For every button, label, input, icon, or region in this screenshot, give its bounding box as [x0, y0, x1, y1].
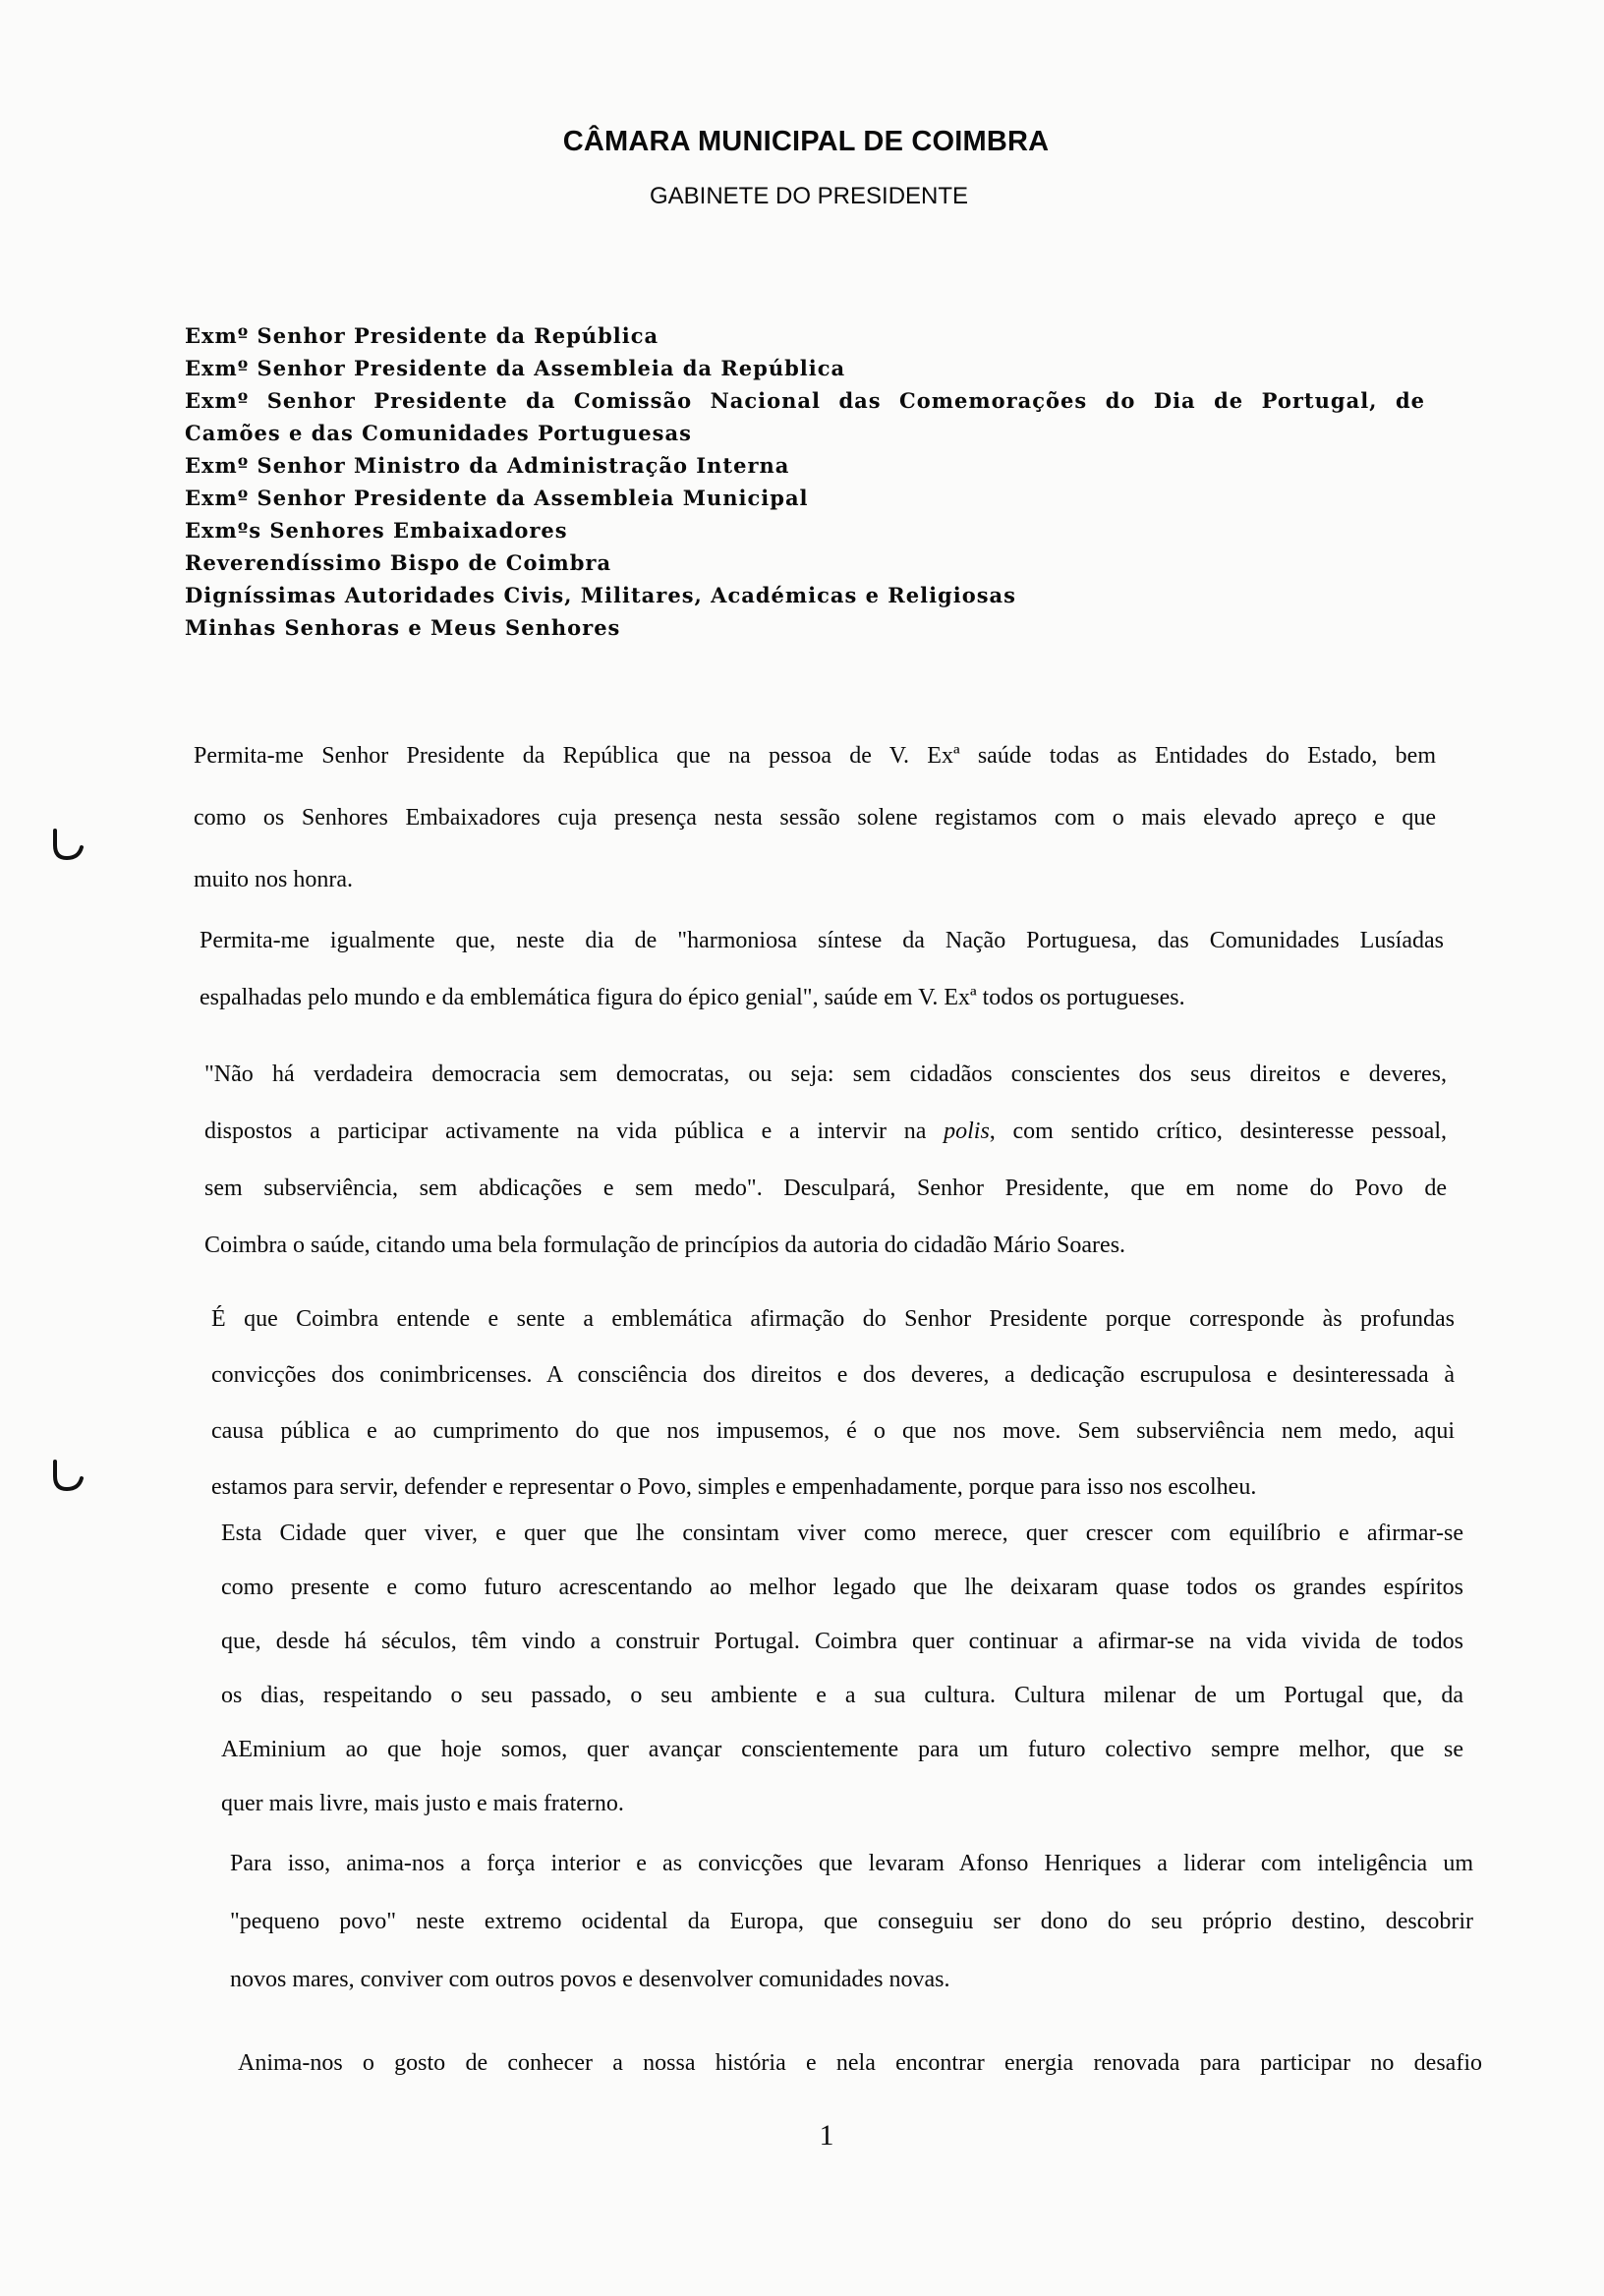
- text-line: AEminium ao que hoje somos, quer avançar conscientemente para um futuro colectivo sempre melhor, que se: [221, 1737, 1463, 1762]
- letterhead-institution: CÂMARA MUNICIPAL DE COIMBRA: [562, 126, 1050, 157]
- body-paragraph: [221, 1507, 1463, 1831]
- text-line: Anima-nos o gosto de conhecer a nossa história e nela encontrar energia renovada para participar no desafio: [238, 2050, 1482, 2076]
- body-paragraph: [194, 725, 1436, 911]
- salutation-line: Exmº Senhor Ministro da Administração Interna: [185, 453, 790, 478]
- italic-term: polis: [944, 1119, 990, 1144]
- text-segment: , com sentido crítico, desinteresse pessoal,: [989, 1119, 1447, 1144]
- salutation-block: [185, 319, 1425, 644]
- text-line: "pequeno povo" neste extremo ocidental da Europa, que conseguiu ser dono do seu próprio destino, descobrir: [230, 1909, 1473, 1934]
- text-line: Permita-me igualmente que, neste dia de "harmoniosa síntese da Nação Portuguesa, das Comunidades Lusíadas: [200, 928, 1444, 953]
- text-line: causa pública e ao cumprimento do que nos impusemos, é o que nos move. Sem subserviência nem medo, aqui: [211, 1418, 1455, 1444]
- text-line: que, desde há séculos, têm vindo a construir Portugal. Coimbra quer continuar a afirmar-se na vida vivida de todos: [221, 1629, 1463, 1654]
- salutation-line: Digníssimas Autoridades Civis, Militares, Académicas e Religiosas: [185, 583, 1016, 607]
- text-line: espalhadas pelo mundo e da emblemática figura do épico genial", saúde em V. Exª todos os portugueses.: [200, 985, 1185, 1010]
- text-line: convicções dos conimbricenses. A consciência dos direitos e dos deveres, a dedicação escrupulosa e desinteressada à: [211, 1362, 1455, 1388]
- text-segment: dispostos a participar activamente na vida pública e a intervir na: [204, 1119, 945, 1144]
- text-line: É que Coimbra entende e sente a emblemática afirmação do Senhor Presidente porque corresponde às profundas: [211, 1306, 1455, 1332]
- text-line: sem subserviência, sem abdicações e sem medo". Desculpará, Senhor Presidente, que em nome do Povo de: [204, 1176, 1447, 1201]
- text-line: Coimbra o saúde, citando uma bela formulação de princípios da autoria do cidadão Mário Soares.: [204, 1233, 1126, 1258]
- salutation-line: Exmº Senhor Presidente da República: [185, 323, 659, 348]
- text-line: Esta Cidade quer viver, e quer que lhe consintam viver como merece, quer crescer com equilíbrio e afirmar-se: [221, 1521, 1463, 1546]
- body-paragraph: [211, 1292, 1455, 1516]
- salutation-line: Exmºs Senhores Embaixadores: [185, 518, 568, 543]
- body-paragraph: [204, 1046, 1447, 1274]
- text-line: [204, 1103, 1447, 1160]
- text-line: "Não há verdadeira democracia sem democratas, ou seja: sem cidadãos conscientes dos seus direitos e deveres,: [204, 1062, 1447, 1087]
- salutation-line: Minhas Senhoras e Meus Senhores: [185, 615, 621, 640]
- salutation-line: Exmº Senhor Presidente da Assembleia da República: [185, 356, 846, 380]
- page-number: 1: [819, 2119, 834, 2152]
- text-line: quer mais livre, mais justo e mais fraterno.: [221, 1791, 624, 1816]
- text-line: novos mares, conviver com outros povos e desenvolver comunidades novas.: [230, 1967, 950, 1992]
- body-paragraph: [200, 912, 1444, 1026]
- text-line: Permita-me Senhor Presidente da República que na pessoa de V. Exª saúde todas as Entidades do Estado, bem: [194, 743, 1436, 769]
- body-paragraph: [230, 1835, 1473, 2009]
- salutation-line: Exmº Senhor Presidente da Assembleia Municipal: [185, 486, 809, 510]
- text-line: como os Senhores Embaixadores cuja presença nesta sessão solene registamos com o mais elevado apreço e que: [194, 805, 1436, 831]
- punch-hole-mark: [47, 1459, 86, 1494]
- text-line: os dias, respeitando o seu passado, o seu ambiente e a sua cultura. Cultura milenar de um Portugal que, da: [221, 1683, 1463, 1708]
- text-line: como presente e como futuro acrescentando ao melhor legado que lhe deixaram quase todos os grandes espíritos: [221, 1575, 1463, 1600]
- text-line: muito nos honra.: [194, 867, 353, 892]
- text-line: Para isso, anima-nos a força interior e as convicções que levaram Afonso Henriques a liderar com inteligência um: [230, 1851, 1473, 1876]
- text-line: estamos para servir, defender e representar o Povo, simples e empenhadamente, porque para isso nos escolheu.: [211, 1474, 1257, 1500]
- salutation-line: Camões e das Comunidades Portuguesas: [185, 421, 692, 445]
- salutation-line: Exmº Senhor Presidente da Comissão Nacional das Comemorações do Dia de Portugal, de: [185, 388, 1425, 413]
- punch-hole-mark: [47, 828, 86, 863]
- salutation-line: Reverendíssimo Bispo de Coimbra: [185, 550, 612, 575]
- body-paragraph: [238, 2035, 1482, 2092]
- letterhead-office: GABINETE DO PRESIDENTE: [649, 183, 969, 209]
